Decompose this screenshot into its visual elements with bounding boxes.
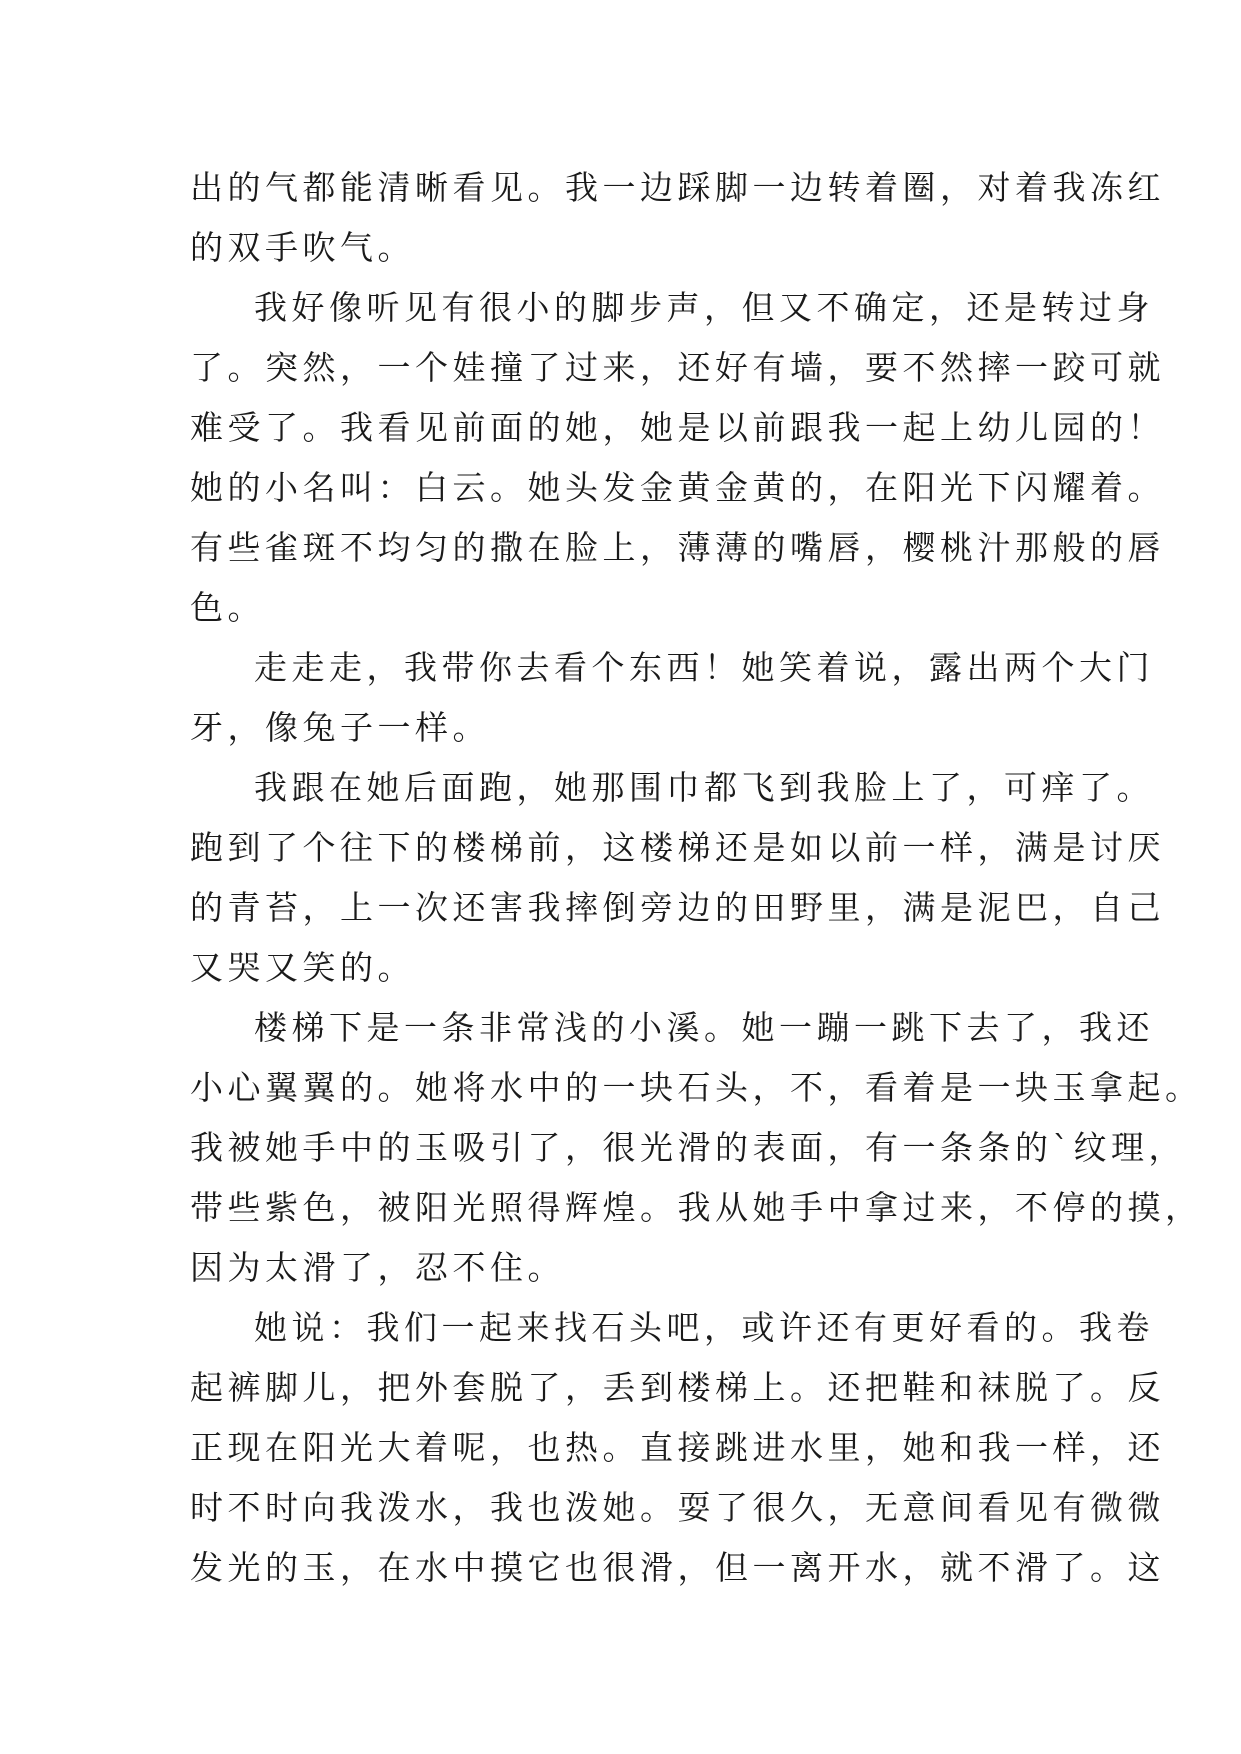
text-line: 牙，像兔子一样。 (190, 708, 490, 747)
text-line: 因为太滑了，忍不住。 (190, 1248, 565, 1287)
text-line: 有些雀斑不均匀的撒在脸上，薄薄的嘴唇，樱桃汁那般的唇 (190, 528, 1165, 567)
paragraph-start-line: 我跟在她后面跑，她那围巾都飞到我脸上了，可痒了。 (254, 768, 1154, 807)
text-line: 小心翼翼的。她将水中的一块石头，不，看着是一块玉拿起。 (190, 1068, 1203, 1107)
text-line: 色。 (190, 588, 265, 627)
text-line: 难受了。我看见前面的她，她是以前跟我一起上幼儿园的！ (190, 408, 1165, 447)
text-line: 起裤脚儿，把外套脱了，丢到楼梯上。还把鞋和袜脱了。反 (190, 1368, 1165, 1407)
text-line: 了。突然，一个娃撞了过来，还好有墙，要不然摔一跤可就 (190, 348, 1165, 387)
text-line: 的青苔，上一次还害我摔倒旁边的田野里，满是泥巴，自己 (190, 888, 1165, 927)
text-line: 我被她手中的玉吸引了，很光滑的表面，有一条条的`纹理， (190, 1128, 1186, 1167)
text-line: 的双手吹气。 (190, 228, 415, 267)
paragraph-start-line: 走走走，我带你去看个东西！她笑着说，露出两个大门 (254, 648, 1154, 687)
text-line: 跑到了个往下的楼梯前，这楼梯还是如以前一样，满是讨厌 (190, 828, 1165, 867)
paragraph-start-line: 我好像听见有很小的脚步声，但又不确定，还是转过身 (254, 288, 1154, 327)
paragraph-start-line: 她说：我们一起来找石头吧，或许还有更好看的。我卷 (254, 1308, 1154, 1347)
text-line: 出的气都能清晰看见。我一边踩脚一边转着圈，对着我冻红 (190, 168, 1165, 207)
text-line: 又哭又笑的。 (190, 948, 415, 987)
text-line: 时不时向我泼水，我也泼她。耍了很久，无意间看见有微微 (190, 1488, 1165, 1527)
body-text (190, 158, 1203, 1598)
text-line: 带些紫色，被阳光照得辉煌。我从她手中拿过来，不停的摸， (190, 1188, 1203, 1227)
text-line: 发光的玉，在水中摸它也很滑，但一离开水，就不滑了。这 (190, 1548, 1165, 1587)
paragraph-start-line: 楼梯下是一条非常浅的小溪。她一蹦一跳下去了，我还 (254, 1008, 1154, 1047)
text-line: 正现在阳光大着呢，也热。直接跳进水里，她和我一样，还 (190, 1428, 1165, 1467)
text-line: 她的小名叫：白云。她头发金黄金黄的，在阳光下闪耀着。 (190, 468, 1165, 507)
